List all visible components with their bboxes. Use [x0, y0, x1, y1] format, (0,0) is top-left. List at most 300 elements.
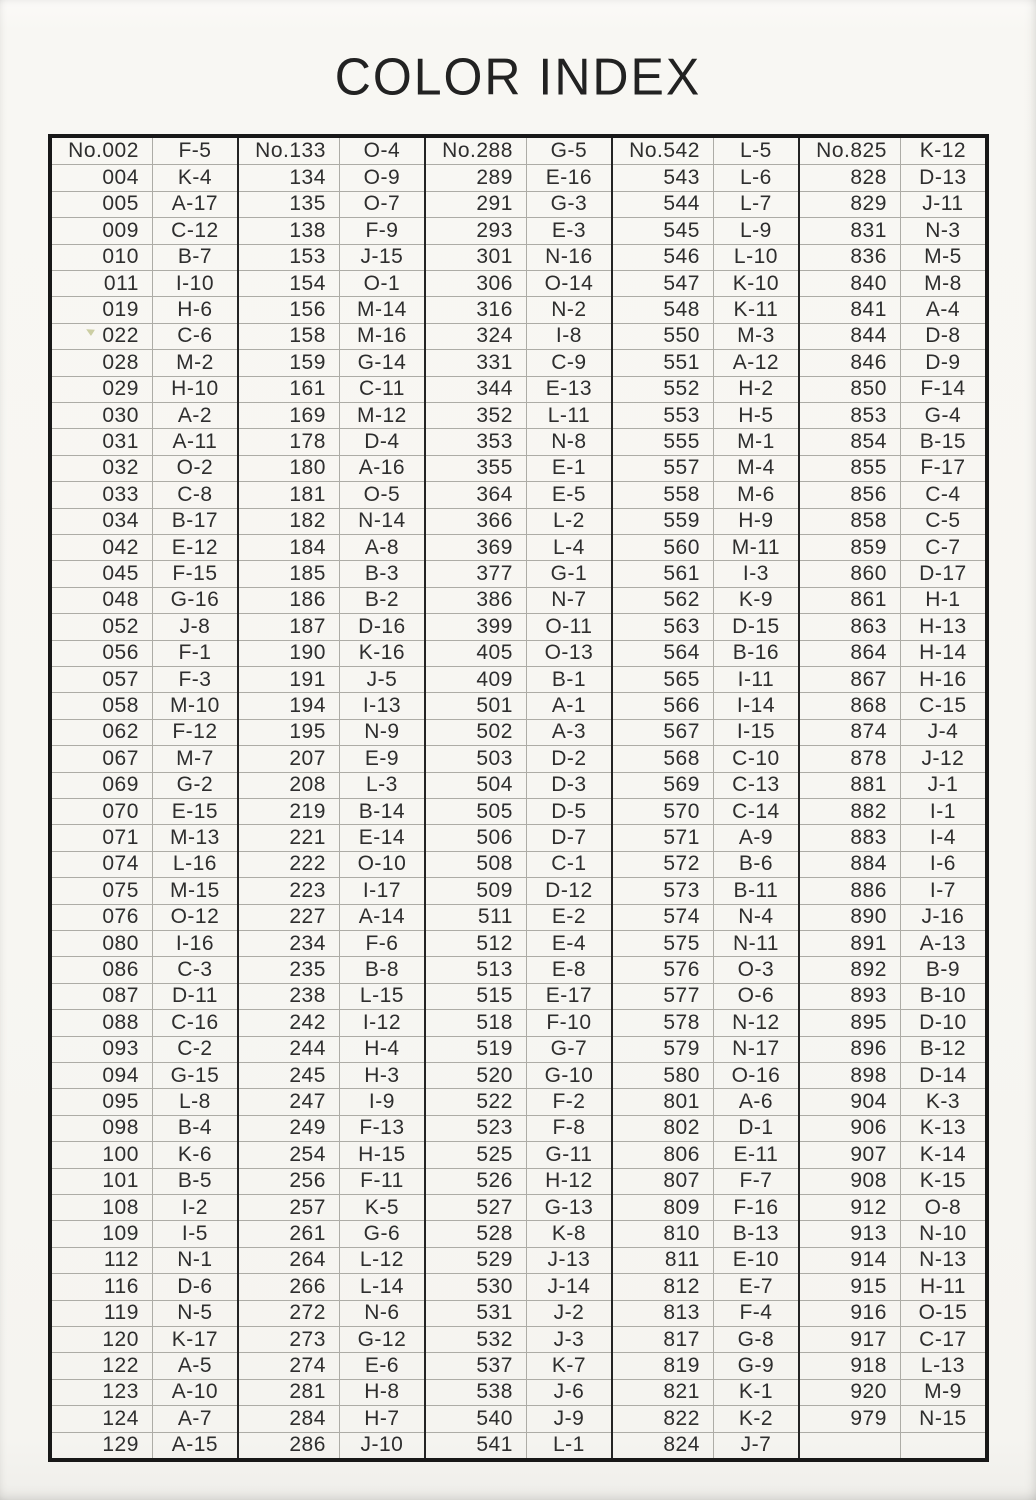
table-row: [239, 1379, 424, 1405]
table-row: [613, 772, 798, 798]
code-cell: K-6: [152, 1142, 237, 1167]
number-cell: 546: [663, 245, 700, 269]
number-cell: 122: [102, 1354, 139, 1378]
table-row: [800, 613, 985, 639]
code-cell: B-11: [713, 878, 798, 903]
table-row: [426, 270, 611, 296]
number-cell: 895: [850, 1010, 887, 1034]
code-cell: F-16: [713, 1195, 798, 1220]
code-cell: O-16: [713, 1063, 798, 1088]
code-cell: N-13: [900, 1248, 985, 1273]
code-cell: H-3: [339, 1063, 424, 1088]
table-row: [613, 217, 798, 243]
code-cell: C-5: [900, 509, 985, 534]
table-row: [52, 745, 237, 771]
number-cell: 274: [289, 1354, 326, 1378]
number-cell: 289: [476, 166, 513, 190]
code-cell: L-7: [713, 192, 798, 217]
number-cell: 518: [476, 1010, 513, 1034]
table-row: [800, 560, 985, 586]
number-cell: 898: [850, 1063, 887, 1087]
code-cell: O-12: [152, 905, 237, 930]
code-cell: D-16: [339, 614, 424, 639]
code-cell: M-4: [713, 456, 798, 481]
table-row: [613, 560, 798, 586]
table-row: [239, 956, 424, 982]
table-row: [52, 719, 237, 745]
table-row: [426, 877, 611, 903]
number-cell: 056: [102, 641, 139, 665]
table-row: [239, 719, 424, 745]
number-cell: 513: [476, 958, 513, 982]
code-cell: B-4: [152, 1116, 237, 1141]
number-cell: 831: [850, 218, 887, 242]
code-cell: M-5: [900, 245, 985, 270]
table-row: [52, 1326, 237, 1352]
number-cell: 907: [850, 1142, 887, 1166]
number-cell: 812: [663, 1274, 700, 1298]
code-cell: B-6: [713, 852, 798, 877]
table-row: [239, 560, 424, 586]
table-row: [800, 191, 985, 217]
code-cell: N-11: [713, 931, 798, 956]
code-cell: K-15: [900, 1169, 985, 1194]
code-cell: A-11: [152, 429, 237, 454]
table-row: [52, 930, 237, 956]
table-row: [426, 191, 611, 217]
number-cell: 182: [289, 509, 326, 533]
number-cell: 530: [476, 1274, 513, 1298]
table-row: [800, 455, 985, 481]
table-row: [426, 1379, 611, 1405]
table-row: [426, 1194, 611, 1220]
table-row: [426, 904, 611, 930]
table-row: [613, 877, 798, 903]
number-cell: 093: [102, 1037, 139, 1061]
table-row: [613, 1300, 798, 1326]
code-cell: E-5: [526, 482, 611, 507]
code-cell: E-15: [152, 799, 237, 824]
code-cell: D-14: [900, 1063, 985, 1088]
number-cell: 512: [476, 931, 513, 955]
code-cell: H-2: [713, 377, 798, 402]
code-cell: G-13: [526, 1195, 611, 1220]
table-row: [800, 1326, 985, 1352]
code-cell: A-15: [152, 1433, 237, 1458]
code-cell: G-8: [713, 1327, 798, 1352]
table-row: [239, 138, 424, 164]
code-cell: L-9: [713, 218, 798, 243]
table-row: [239, 1432, 424, 1458]
code-cell: K-5: [339, 1195, 424, 1220]
number-cell: 884: [850, 852, 887, 876]
table-row: [52, 1115, 237, 1141]
number-cell: 264: [289, 1248, 326, 1272]
table-row: [426, 640, 611, 666]
table-row: [613, 1036, 798, 1062]
number-cell: 802: [663, 1116, 700, 1140]
table-row: [426, 798, 611, 824]
table-row: [800, 824, 985, 850]
number-cell: 859: [850, 535, 887, 559]
code-cell: I-1: [900, 799, 985, 824]
table-row: [613, 745, 798, 771]
table-row: [613, 1405, 798, 1431]
number-cell: 572: [663, 852, 700, 876]
number-cell: 242: [289, 1010, 326, 1034]
code-cell: D-13: [900, 165, 985, 190]
code-cell: N-9: [339, 720, 424, 745]
code-cell: O-14: [526, 271, 611, 296]
code-cell: L-4: [526, 535, 611, 560]
number-cell: 531: [476, 1301, 513, 1325]
number-cell: 840: [850, 271, 887, 295]
code-cell: J-10: [339, 1433, 424, 1458]
code-cell: L-10: [713, 245, 798, 270]
number-cell: 033: [102, 482, 139, 506]
number-cell: 822: [663, 1406, 700, 1430]
code-cell: I-11: [713, 667, 798, 692]
code-cell: H-6: [152, 297, 237, 322]
code-cell: K-14: [900, 1142, 985, 1167]
code-cell: K-8: [526, 1221, 611, 1246]
number-cell: 563: [663, 614, 700, 638]
table-row: [52, 428, 237, 454]
table-row: [613, 191, 798, 217]
code-cell: C-14: [713, 799, 798, 824]
table-row: [52, 138, 237, 164]
number-cell: 844: [850, 324, 887, 348]
table-row: [239, 244, 424, 270]
code-cell: K-2: [713, 1406, 798, 1431]
number-cell: 913: [850, 1222, 887, 1246]
number-cell: 881: [850, 773, 887, 797]
number-cell: 031: [102, 430, 139, 454]
table-row: [613, 1088, 798, 1114]
code-cell: B-9: [900, 957, 985, 982]
table-row: [52, 508, 237, 534]
number-cell: 256: [289, 1169, 326, 1193]
table-row: [613, 1115, 798, 1141]
table-row: [613, 824, 798, 850]
code-cell: L-15: [339, 984, 424, 1009]
code-cell: N-6: [339, 1301, 424, 1326]
code-cell: A-4: [900, 297, 985, 322]
code-cell: [900, 1433, 985, 1458]
code-cell: D-2: [526, 746, 611, 771]
code-cell: N-3: [900, 218, 985, 243]
number-cell: 526: [476, 1169, 513, 1193]
column-pair-1: [52, 138, 237, 1458]
code-cell: L-13: [900, 1353, 985, 1378]
number-cell: 829: [850, 192, 887, 216]
table-row: [239, 349, 424, 375]
number-cell: 223: [289, 878, 326, 902]
column-pair-4: [611, 138, 798, 1458]
code-cell: G-2: [152, 773, 237, 798]
table-row: [52, 956, 237, 982]
code-cell: H-10: [152, 377, 237, 402]
code-cell: G-6: [339, 1221, 424, 1246]
number-cell: 094: [102, 1063, 139, 1087]
number-cell: 399: [476, 614, 513, 638]
code-cell: D-1: [713, 1116, 798, 1141]
code-cell: F-14: [900, 377, 985, 402]
code-cell: G-15: [152, 1063, 237, 1088]
number-cell: 529: [476, 1248, 513, 1272]
code-cell: I-16: [152, 931, 237, 956]
table-row: [613, 244, 798, 270]
code-cell: M-12: [339, 403, 424, 428]
table-row: [52, 402, 237, 428]
table-row: [800, 1352, 985, 1378]
number-cell: 331: [476, 350, 513, 374]
code-cell: E-2: [526, 905, 611, 930]
table-row: [239, 1326, 424, 1352]
code-cell: I-14: [713, 693, 798, 718]
number-cell: 134: [289, 166, 326, 190]
number-cell: 034: [102, 509, 139, 533]
number-cell: 501: [476, 694, 513, 718]
number-cell: 293: [476, 218, 513, 242]
number-cell: 208: [289, 773, 326, 797]
number-cell: 874: [850, 720, 887, 744]
table-row: [239, 1220, 424, 1246]
table-row: [613, 587, 798, 613]
code-cell: A-9: [713, 825, 798, 850]
table-row: [800, 1115, 985, 1141]
number-cell: 086: [102, 958, 139, 982]
number-cell: 868: [850, 694, 887, 718]
number-cell: 286: [289, 1433, 326, 1457]
code-cell: I-8: [526, 324, 611, 349]
number-cell: 545: [663, 218, 700, 242]
table-row: [800, 877, 985, 903]
number-cell: 503: [476, 746, 513, 770]
table-row: [52, 1352, 237, 1378]
code-cell: L-6: [713, 165, 798, 190]
code-cell: O-6: [713, 984, 798, 1009]
number-cell: 247: [289, 1090, 326, 1114]
number-cell: 219: [289, 799, 326, 823]
table-row: [426, 244, 611, 270]
code-cell: B-13: [713, 1221, 798, 1246]
table-row: [426, 1247, 611, 1273]
number-cell: 178: [289, 430, 326, 454]
code-cell: F-8: [526, 1116, 611, 1141]
number-cell: 891: [850, 931, 887, 955]
number-cell: 918: [850, 1354, 887, 1378]
number-cell: 324: [476, 324, 513, 348]
code-cell: I-4: [900, 825, 985, 850]
table-row: [800, 1036, 985, 1062]
table-row: [800, 1220, 985, 1246]
table-row: [800, 692, 985, 718]
number-cell: 244: [289, 1037, 326, 1061]
number-cell: 575: [663, 931, 700, 955]
code-cell: M-11: [713, 535, 798, 560]
code-cell: J-9: [526, 1406, 611, 1431]
table-row: [613, 640, 798, 666]
table-row: [800, 1194, 985, 1220]
code-cell: A-14: [339, 905, 424, 930]
column-pair-3: [424, 138, 611, 1458]
table-row: [52, 1405, 237, 1431]
table-row: [613, 983, 798, 1009]
number-cell: 190: [289, 641, 326, 665]
code-cell: O-8: [900, 1195, 985, 1220]
code-cell: N-10: [900, 1221, 985, 1246]
number-cell: 564: [663, 641, 700, 665]
number-cell: 028: [102, 350, 139, 374]
table-row: [52, 455, 237, 481]
code-cell: G-10: [526, 1063, 611, 1088]
table-row: [239, 164, 424, 190]
number-cell: 075: [102, 878, 139, 902]
code-cell: A-17: [152, 192, 237, 217]
table-row: [52, 613, 237, 639]
number-cell: 355: [476, 456, 513, 480]
table-row: [52, 1168, 237, 1194]
code-cell: B-16: [713, 641, 798, 666]
number-cell: 273: [289, 1327, 326, 1351]
number-cell: 917: [850, 1327, 887, 1351]
table-row: [800, 640, 985, 666]
number-cell: 920: [850, 1380, 887, 1404]
table-row: [613, 1326, 798, 1352]
code-cell: H-12: [526, 1169, 611, 1194]
code-cell: K-7: [526, 1353, 611, 1378]
table-row: [239, 1141, 424, 1167]
code-cell: J-11: [900, 192, 985, 217]
table-row: [239, 1115, 424, 1141]
table-row: [52, 1062, 237, 1088]
code-cell: E-3: [526, 218, 611, 243]
table-row: [239, 1194, 424, 1220]
code-cell: D-4: [339, 429, 424, 454]
number-cell: 180: [289, 456, 326, 480]
table-row: [426, 164, 611, 190]
number-cell: No.542: [629, 139, 700, 163]
table-row: [426, 138, 611, 164]
code-cell: J-8: [152, 614, 237, 639]
table-row: [800, 138, 985, 164]
number-cell: 537: [476, 1354, 513, 1378]
code-cell: N-16: [526, 245, 611, 270]
code-cell: G-12: [339, 1327, 424, 1352]
number-cell: 238: [289, 984, 326, 1008]
code-cell: B-12: [900, 1037, 985, 1062]
number-cell: 227: [289, 905, 326, 929]
code-cell: B-3: [339, 561, 424, 586]
number-cell: 344: [476, 377, 513, 401]
number-cell: 561: [663, 562, 700, 586]
code-cell: B-15: [900, 429, 985, 454]
table-row: [426, 956, 611, 982]
color-index-table: [48, 134, 989, 1462]
code-cell: C-4: [900, 482, 985, 507]
code-cell: E-9: [339, 746, 424, 771]
code-cell: A-13: [900, 931, 985, 956]
number-cell: 109: [102, 1222, 139, 1246]
code-cell: M-6: [713, 482, 798, 507]
number-cell: 249: [289, 1116, 326, 1140]
number-cell: 858: [850, 509, 887, 533]
code-cell: D-12: [526, 878, 611, 903]
table-row: [52, 376, 237, 402]
table-row: [426, 851, 611, 877]
number-cell: 076: [102, 905, 139, 929]
number-cell: 855: [850, 456, 887, 480]
number-cell: 886: [850, 878, 887, 902]
number-cell: 566: [663, 694, 700, 718]
table-row: [426, 1088, 611, 1114]
code-cell: D-3: [526, 773, 611, 798]
code-cell: O-13: [526, 641, 611, 666]
code-cell: I-3: [713, 561, 798, 586]
table-row: [239, 534, 424, 560]
number-cell: 509: [476, 878, 513, 902]
number-cell: 896: [850, 1037, 887, 1061]
number-cell: 074: [102, 852, 139, 876]
number-cell: 863: [850, 614, 887, 638]
number-cell: 281: [289, 1380, 326, 1404]
table-row: [613, 719, 798, 745]
code-cell: F-11: [339, 1169, 424, 1194]
code-cell: I-12: [339, 1010, 424, 1035]
code-cell: L-16: [152, 852, 237, 877]
number-cell: 234: [289, 931, 326, 955]
code-cell: K-12: [900, 138, 985, 164]
number-cell: 522: [476, 1090, 513, 1114]
number-cell: 254: [289, 1142, 326, 1166]
table-row: [52, 217, 237, 243]
code-cell: M-9: [900, 1380, 985, 1405]
number-cell: 912: [850, 1195, 887, 1219]
number-cell: 555: [663, 430, 700, 454]
code-cell: O-7: [339, 192, 424, 217]
number-cell: 161: [289, 377, 326, 401]
code-cell: E-8: [526, 957, 611, 982]
code-cell: E-11: [713, 1142, 798, 1167]
number-cell: 570: [663, 799, 700, 823]
table-row: [800, 1247, 985, 1273]
code-cell: M-14: [339, 297, 424, 322]
code-cell: E-7: [713, 1274, 798, 1299]
table-row: [426, 666, 611, 692]
table-row: [800, 798, 985, 824]
number-cell: 527: [476, 1195, 513, 1219]
number-cell: 158: [289, 324, 326, 348]
table-row: [52, 666, 237, 692]
number-cell: 883: [850, 826, 887, 850]
table-row: [52, 270, 237, 296]
table-row: [613, 402, 798, 428]
number-cell: 112: [103, 1248, 139, 1272]
code-cell: A-5: [152, 1353, 237, 1378]
code-cell: F-13: [339, 1116, 424, 1141]
number-cell: 187: [289, 614, 326, 638]
code-cell: A-6: [713, 1089, 798, 1114]
table-row: [239, 1168, 424, 1194]
number-cell: 853: [850, 403, 887, 427]
code-cell: N-4: [713, 905, 798, 930]
table-row: [52, 481, 237, 507]
table-row: [239, 191, 424, 217]
code-cell: H-15: [339, 1142, 424, 1167]
table-row: [613, 1432, 798, 1458]
code-cell: I-9: [339, 1089, 424, 1114]
